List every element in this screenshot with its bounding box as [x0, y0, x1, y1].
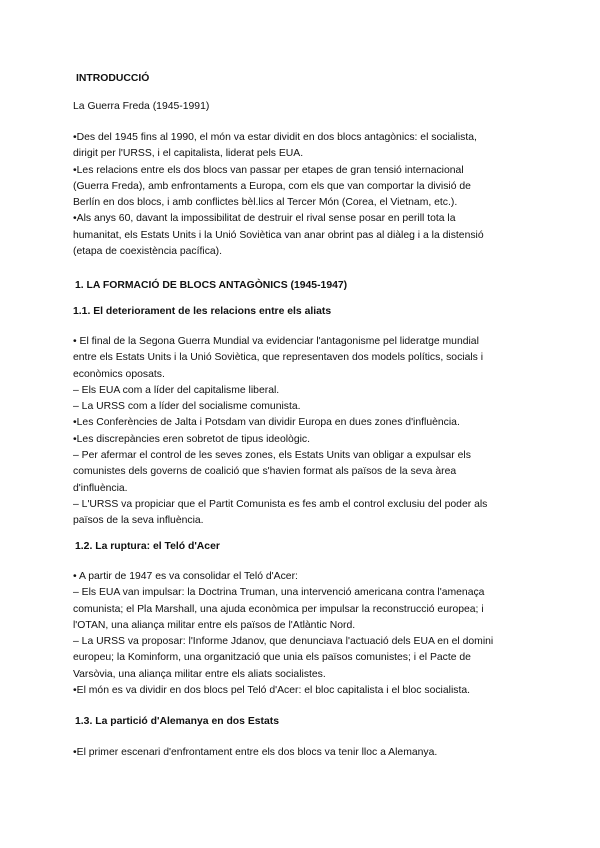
- text-line: •El món es va dividir en dos blocs pel Teló d'Acer: el bloc capitalista i el bloc socialista.: [73, 685, 471, 697]
- text-line: comunistes dels governs de coalició que s'havien format als països de la seva àrea: [73, 466, 457, 478]
- text-line: econòmics oposats.: [73, 368, 165, 380]
- text-line: •El primer escenari d'enfrontament entre els dos blocs va tenir lloc a Alemanya.: [73, 747, 438, 758]
- section-1-3-paragraph: [73, 745, 528, 761]
- text-line: – La URSS com a líder del socialisme comunista.: [73, 401, 301, 413]
- text-line: •Als anys 60, davant la impossibilitat de destruir el rival sense posar en perill tota la: [73, 213, 456, 225]
- text-line: d'influència.: [73, 482, 128, 494]
- text-line: (etapa de coexistència pacífica).: [73, 246, 223, 258]
- text-line: • A partir de 1947 es va consolidar el Teló d'Acer:: [73, 571, 298, 582]
- section-1-title: 1. LA FORMACIÓ DE BLOCS ANTAGÒNICS (1945-1947): [75, 280, 348, 291]
- text-line: • El final de la Segona Guerra Mundial va evidenciar l'antagonisme pel lideratge mundial: [73, 336, 479, 347]
- text-line: Berlín en dos blocs, i amb conflictes bèl.lics al Tercer Món (Corea, el Vietnam, etc.).: [73, 197, 458, 209]
- text-line: •Les discrepàncies eren sobretot de tipus ideològic.: [73, 433, 310, 445]
- text-line: – Els EUA com a líder del capitalisme liberal.: [73, 384, 280, 396]
- text-line: – La URSS va proposar: l'Informe Jdanov, que denunciava l'actuació dels EUA en el domini: [73, 636, 494, 648]
- text-line: – Per afermar el control de les seves zones, els Estats Units van obligar a expulsar els: [73, 450, 471, 462]
- section-1-2-title: 1.2. La ruptura: el Teló d'Acer: [75, 541, 220, 552]
- intro-subtitle: La Guerra Freda (1945-1991): [73, 101, 210, 112]
- text-line: – L'URSS va propiciar que el Partit Comunista es fes amb el control exclusiu del poder als: [73, 498, 488, 510]
- section-1-3-title: 1.3. La partició d'Alemanya en dos Estats: [75, 716, 280, 727]
- text-line: – Els EUA van impulsar: la Doctrina Truman, una intervenció americana contra l'amenaça: [73, 587, 485, 599]
- text-line: (Guerra Freda), amb enfrontaments a Europa, com els que van comportar la divisió de: [73, 180, 471, 192]
- text-line: europeu; la Kominform, una organització que unia els països comunistes; i el Pacte de: [73, 652, 471, 664]
- text-line: països de la seva influència.: [73, 515, 204, 527]
- text-line: Varsòvia, una aliança militar entre els aliats socialistes.: [73, 668, 326, 680]
- section-1-2-paragraph: [73, 569, 528, 699]
- text-line: •Les relacions entre els dos blocs van passar per etapes de gran tensió internacional: [73, 164, 464, 176]
- text-line: comunista; el Pla Marshall, una ajuda econòmica per impulsar la reconstrucció europea; i: [73, 603, 484, 615]
- text-line: •Des del 1945 fins al 1990, el món va estar dividit en dos blocs antagònics: el socialista,: [73, 132, 477, 143]
- text-line: l'OTAN, una aliança militar entre els països de l'Atlàntic Nord.: [73, 619, 356, 631]
- section-1-1-paragraph: [73, 334, 528, 530]
- intro-title: INTRODUCCIÓ: [76, 73, 150, 84]
- section-1-1-title: 1.1. El deteriorament de les relacions entre els aliats: [73, 306, 332, 317]
- text-line: entre els Estats Units i la Unió Soviètica, que representaven dos models polítics, socials i: [73, 352, 484, 364]
- text-line: humanitat, els Estats Units i la Unió Soviètica van anar obrint pas al diàleg i a la distensió: [73, 229, 484, 241]
- text-line: dirigit per l'URSS, i el capitalista, liderat pels EUA.: [73, 148, 304, 160]
- intro-paragraph: [73, 130, 528, 260]
- text-line: •Les Conferències de Jalta i Potsdam van dividir Europa en dues zones d'influència.: [73, 417, 460, 429]
